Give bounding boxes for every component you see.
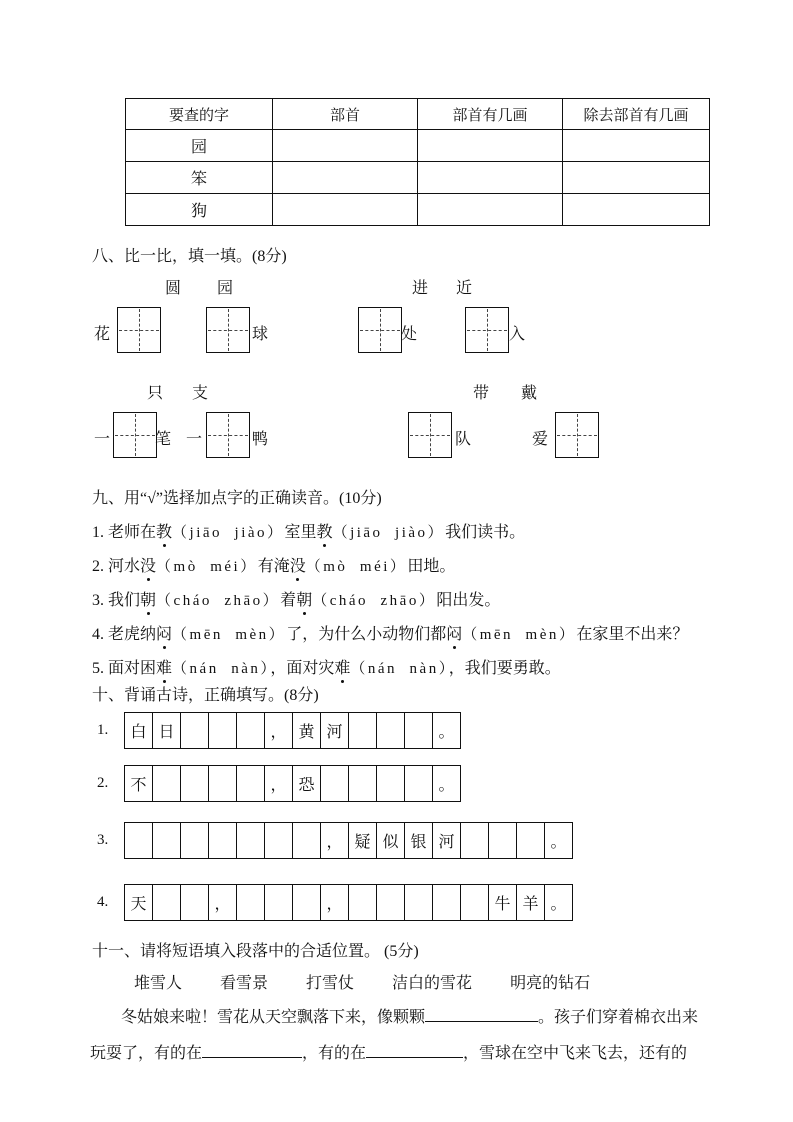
poem-cell[interactable] [488, 822, 517, 859]
sentence-text: 4. 老虎纳 [92, 626, 157, 643]
poem-cell[interactable] [152, 822, 181, 859]
pinyin-options[interactable]: （mēn mèn） [172, 627, 287, 643]
given-char: 花 [94, 326, 111, 343]
sentence-text: 3. 我们 [92, 592, 141, 609]
col-header-radical-strokes: 部首有几画 [418, 99, 563, 130]
dotted-char: 朝 [296, 592, 313, 609]
dotted-char: 朝 [140, 592, 157, 609]
poem-cell: ， [264, 765, 293, 802]
poem-cell[interactable] [180, 884, 209, 921]
tianzige-box[interactable] [358, 307, 402, 353]
fill-blank[interactable] [366, 1042, 463, 1058]
sentence-text: 室里 [284, 524, 317, 541]
poem-cell[interactable] [404, 884, 433, 921]
pinyin-options[interactable]: （nán nàn） [350, 661, 449, 677]
poem-cell[interactable] [292, 884, 321, 921]
poem-row [97, 884, 573, 921]
pinyin-options[interactable]: （cháo zhāo） [156, 593, 281, 609]
poem-cell: 恐 [292, 765, 321, 802]
poem-cell[interactable] [208, 712, 237, 749]
dotted-char: 没 [140, 558, 157, 575]
poem-grid [124, 884, 573, 921]
phrase-option: 明亮的钻石 [510, 975, 591, 992]
poem-cell[interactable] [152, 765, 181, 802]
sentence-text: 阳出发。 [436, 592, 501, 609]
fill-blank[interactable] [425, 1006, 538, 1022]
poem-cell[interactable] [404, 765, 433, 802]
col-header-char: 要查的字 [126, 99, 273, 130]
given-char: 队 [455, 431, 472, 448]
poem-cell: ， [320, 822, 349, 859]
poem-cell[interactable] [432, 884, 461, 921]
choice-char: 支 [192, 385, 209, 402]
choice-char: 园 [217, 280, 234, 297]
pinyin-options[interactable]: （jiāo jiào） [172, 525, 285, 541]
poem-cell: 疑 [348, 822, 377, 859]
poem-cell[interactable] [180, 765, 209, 802]
dotted-char: 闷 [446, 626, 463, 643]
char-cell: 笨 [126, 162, 273, 194]
section11-title: 十一、请将短语填入段落中的合适位置。 (5分) [92, 943, 419, 960]
sentence-text: 田地。 [407, 558, 456, 575]
poem-cell[interactable] [236, 884, 265, 921]
answer-cell[interactable] [273, 162, 418, 194]
poem-cell[interactable] [376, 712, 405, 749]
poem-cell[interactable] [460, 884, 489, 921]
section8-compare-area [0, 270, 793, 480]
poem-cell[interactable] [292, 822, 321, 859]
poem-cell: ， [320, 884, 349, 921]
answer-cell[interactable] [273, 194, 418, 226]
poem-cell[interactable] [236, 822, 265, 859]
col-header-remaining-strokes: 除去部首有几画 [563, 99, 710, 130]
sentence-text: 1. 老师在 [92, 524, 157, 541]
choice-char: 近 [456, 280, 473, 297]
phrase-option: 看雪景 [220, 975, 269, 992]
choice-char: 带 [473, 385, 490, 402]
given-char: 一 [186, 431, 203, 448]
poem-cell[interactable] [404, 712, 433, 749]
section10-title: 十、背诵古诗，正确填写。(8分) [92, 687, 319, 704]
tianzige-box[interactable] [113, 412, 157, 458]
paragraph-line-1 [121, 1004, 698, 1027]
poem-cell[interactable] [348, 884, 377, 921]
poem-cell: 不 [124, 765, 153, 802]
section8-title: 八、比一比，填一填。(8分) [92, 248, 287, 265]
poem-cell: 银 [404, 822, 433, 859]
para-text: ，有的在 [302, 1045, 367, 1062]
poem-row-number: 4. [97, 894, 109, 910]
dotted-char: 没 [289, 558, 306, 575]
poem-cell[interactable] [152, 884, 181, 921]
phrase-option: 洁白的雪花 [392, 975, 473, 992]
choice-char: 戴 [521, 385, 538, 402]
answer-cell[interactable] [563, 130, 710, 162]
poem-cell: 牛 [488, 884, 517, 921]
given-char: 爱 [532, 431, 549, 448]
sentence-text: 着 [280, 592, 297, 609]
poem-cell: 河 [432, 822, 461, 859]
para-text: ，雪球在空中飞来飞去，还有的 [463, 1045, 688, 1062]
char-cell: 狗 [126, 194, 273, 226]
poem-cell: ， [264, 712, 293, 749]
poem-cell[interactable] [264, 884, 293, 921]
sentence-text: ，面对灾 [270, 660, 335, 677]
choice-char: 圆 [165, 280, 182, 297]
tianzige-box[interactable] [206, 412, 250, 458]
dotted-char: 难 [334, 660, 351, 677]
radical-lookup-table [125, 98, 710, 226]
sentence-text: ，我们要勇敢。 [448, 660, 561, 677]
pinyin-item [92, 556, 688, 578]
poem-cell[interactable] [124, 822, 153, 859]
poem-cell[interactable] [376, 765, 405, 802]
phrase-bank [134, 970, 590, 993]
poem-cell[interactable] [180, 712, 209, 749]
phrase-option: 打雪仗 [306, 975, 355, 992]
poem-cell[interactable] [236, 712, 265, 749]
given-char: 笔 [155, 431, 172, 448]
poem-row [97, 765, 461, 802]
dotted-char: 难 [156, 660, 173, 677]
answer-cell[interactable] [273, 130, 418, 162]
tianzige-box[interactable] [117, 307, 161, 353]
dotted-char: 教 [156, 524, 173, 541]
char-cell: 园 [126, 130, 273, 162]
poem-cell[interactable] [516, 822, 545, 859]
poem-cell: 天 [124, 884, 153, 921]
pinyin-options[interactable]: （cháo zhāo） [312, 593, 437, 609]
pinyin-item [92, 522, 688, 544]
pinyin-item [92, 658, 688, 680]
choice-char: 进 [412, 280, 429, 297]
sentence-text: 5. 面对困 [92, 660, 157, 677]
poem-cell[interactable] [180, 822, 209, 859]
pinyin-item [92, 590, 688, 612]
tianzige-box[interactable] [555, 412, 599, 458]
section9-title: 九、用“√”选择加点字的正确读音。(10分) [92, 490, 382, 507]
sentence-text: 2. 河水 [92, 558, 141, 575]
poem-row-number: 3. [97, 832, 109, 848]
given-char: 入 [509, 326, 526, 343]
poem-cell: ， [208, 884, 237, 921]
poem-row [97, 712, 461, 749]
section9-pinyin [92, 488, 688, 692]
dotted-char: 闷 [156, 626, 173, 643]
poem-grid [124, 712, 461, 749]
tianzige-box[interactable] [408, 412, 452, 458]
tianzige-box[interactable] [206, 307, 250, 353]
poem-cell: 似 [376, 822, 405, 859]
fill-blank[interactable] [202, 1042, 302, 1058]
choice-char: 只 [147, 385, 164, 402]
answer-cell[interactable] [563, 162, 710, 194]
given-char: 鸭 [252, 431, 269, 448]
answer-cell[interactable] [418, 162, 563, 194]
poem-cell: 日 [152, 712, 181, 749]
poem-cell[interactable] [236, 765, 265, 802]
pinyin-item [92, 624, 688, 646]
answer-cell[interactable] [563, 194, 710, 226]
para-text: 。孩子们穿着棉衣出来 [538, 1009, 699, 1026]
table-row [126, 130, 710, 162]
poem-cell[interactable] [208, 765, 237, 802]
poem-cell: 河 [320, 712, 349, 749]
poem-row-number: 2. [97, 775, 109, 791]
poem-cell[interactable] [348, 765, 377, 802]
poem-grid [124, 765, 461, 802]
poem-cell[interactable] [208, 822, 237, 859]
poem-cell[interactable] [264, 822, 293, 859]
given-char: 球 [252, 326, 269, 343]
sentence-text: 在家里不出来？ [576, 626, 689, 643]
pinyin-options[interactable]: （mò méi） [305, 559, 408, 575]
poem-row [97, 822, 573, 859]
poem-cell[interactable] [460, 822, 489, 859]
sentence-text: 有淹 [257, 558, 290, 575]
table-row [126, 162, 710, 194]
sentence-text: 了，为什么小动物们都 [286, 626, 447, 643]
poem-cell: 。 [544, 884, 573, 921]
poem-cell: 黄 [292, 712, 321, 749]
answer-cell[interactable] [418, 130, 563, 162]
sentence-text: 我们读书。 [445, 524, 526, 541]
pinyin-options[interactable]: （nán nàn） [172, 661, 271, 677]
poem-cell: 。 [432, 765, 461, 802]
tianzige-box[interactable] [465, 307, 509, 353]
pinyin-options[interactable]: （mò méi） [156, 559, 258, 575]
poem-cell: 。 [544, 822, 573, 859]
poem-row-number: 1. [97, 722, 109, 738]
answer-cell[interactable] [418, 194, 563, 226]
col-header-radical: 部首 [273, 99, 418, 130]
poem-cell[interactable] [376, 884, 405, 921]
para-text: 冬姑娘来啦！雪花从天空飘落下来，像颗颗 [121, 1009, 426, 1026]
dotted-char: 教 [316, 524, 333, 541]
paragraph-line-2 [90, 1040, 687, 1063]
poem-cell[interactable] [320, 765, 349, 802]
poem-cell: 羊 [516, 884, 545, 921]
pinyin-options[interactable]: （jiāo jiào） [332, 525, 446, 541]
table-row [126, 194, 710, 226]
given-char: 一 [94, 431, 111, 448]
poem-cell[interactable] [348, 712, 377, 749]
given-char: 处 [401, 326, 418, 343]
pinyin-options[interactable]: （mēn mèn） [462, 627, 577, 643]
phrase-option: 堆雪人 [134, 975, 183, 992]
poem-cell: 。 [432, 712, 461, 749]
poem-cell: 白 [124, 712, 153, 749]
table-header-row [126, 99, 710, 130]
para-text: 玩耍了，有的在 [90, 1045, 203, 1062]
poem-grid [124, 822, 573, 859]
